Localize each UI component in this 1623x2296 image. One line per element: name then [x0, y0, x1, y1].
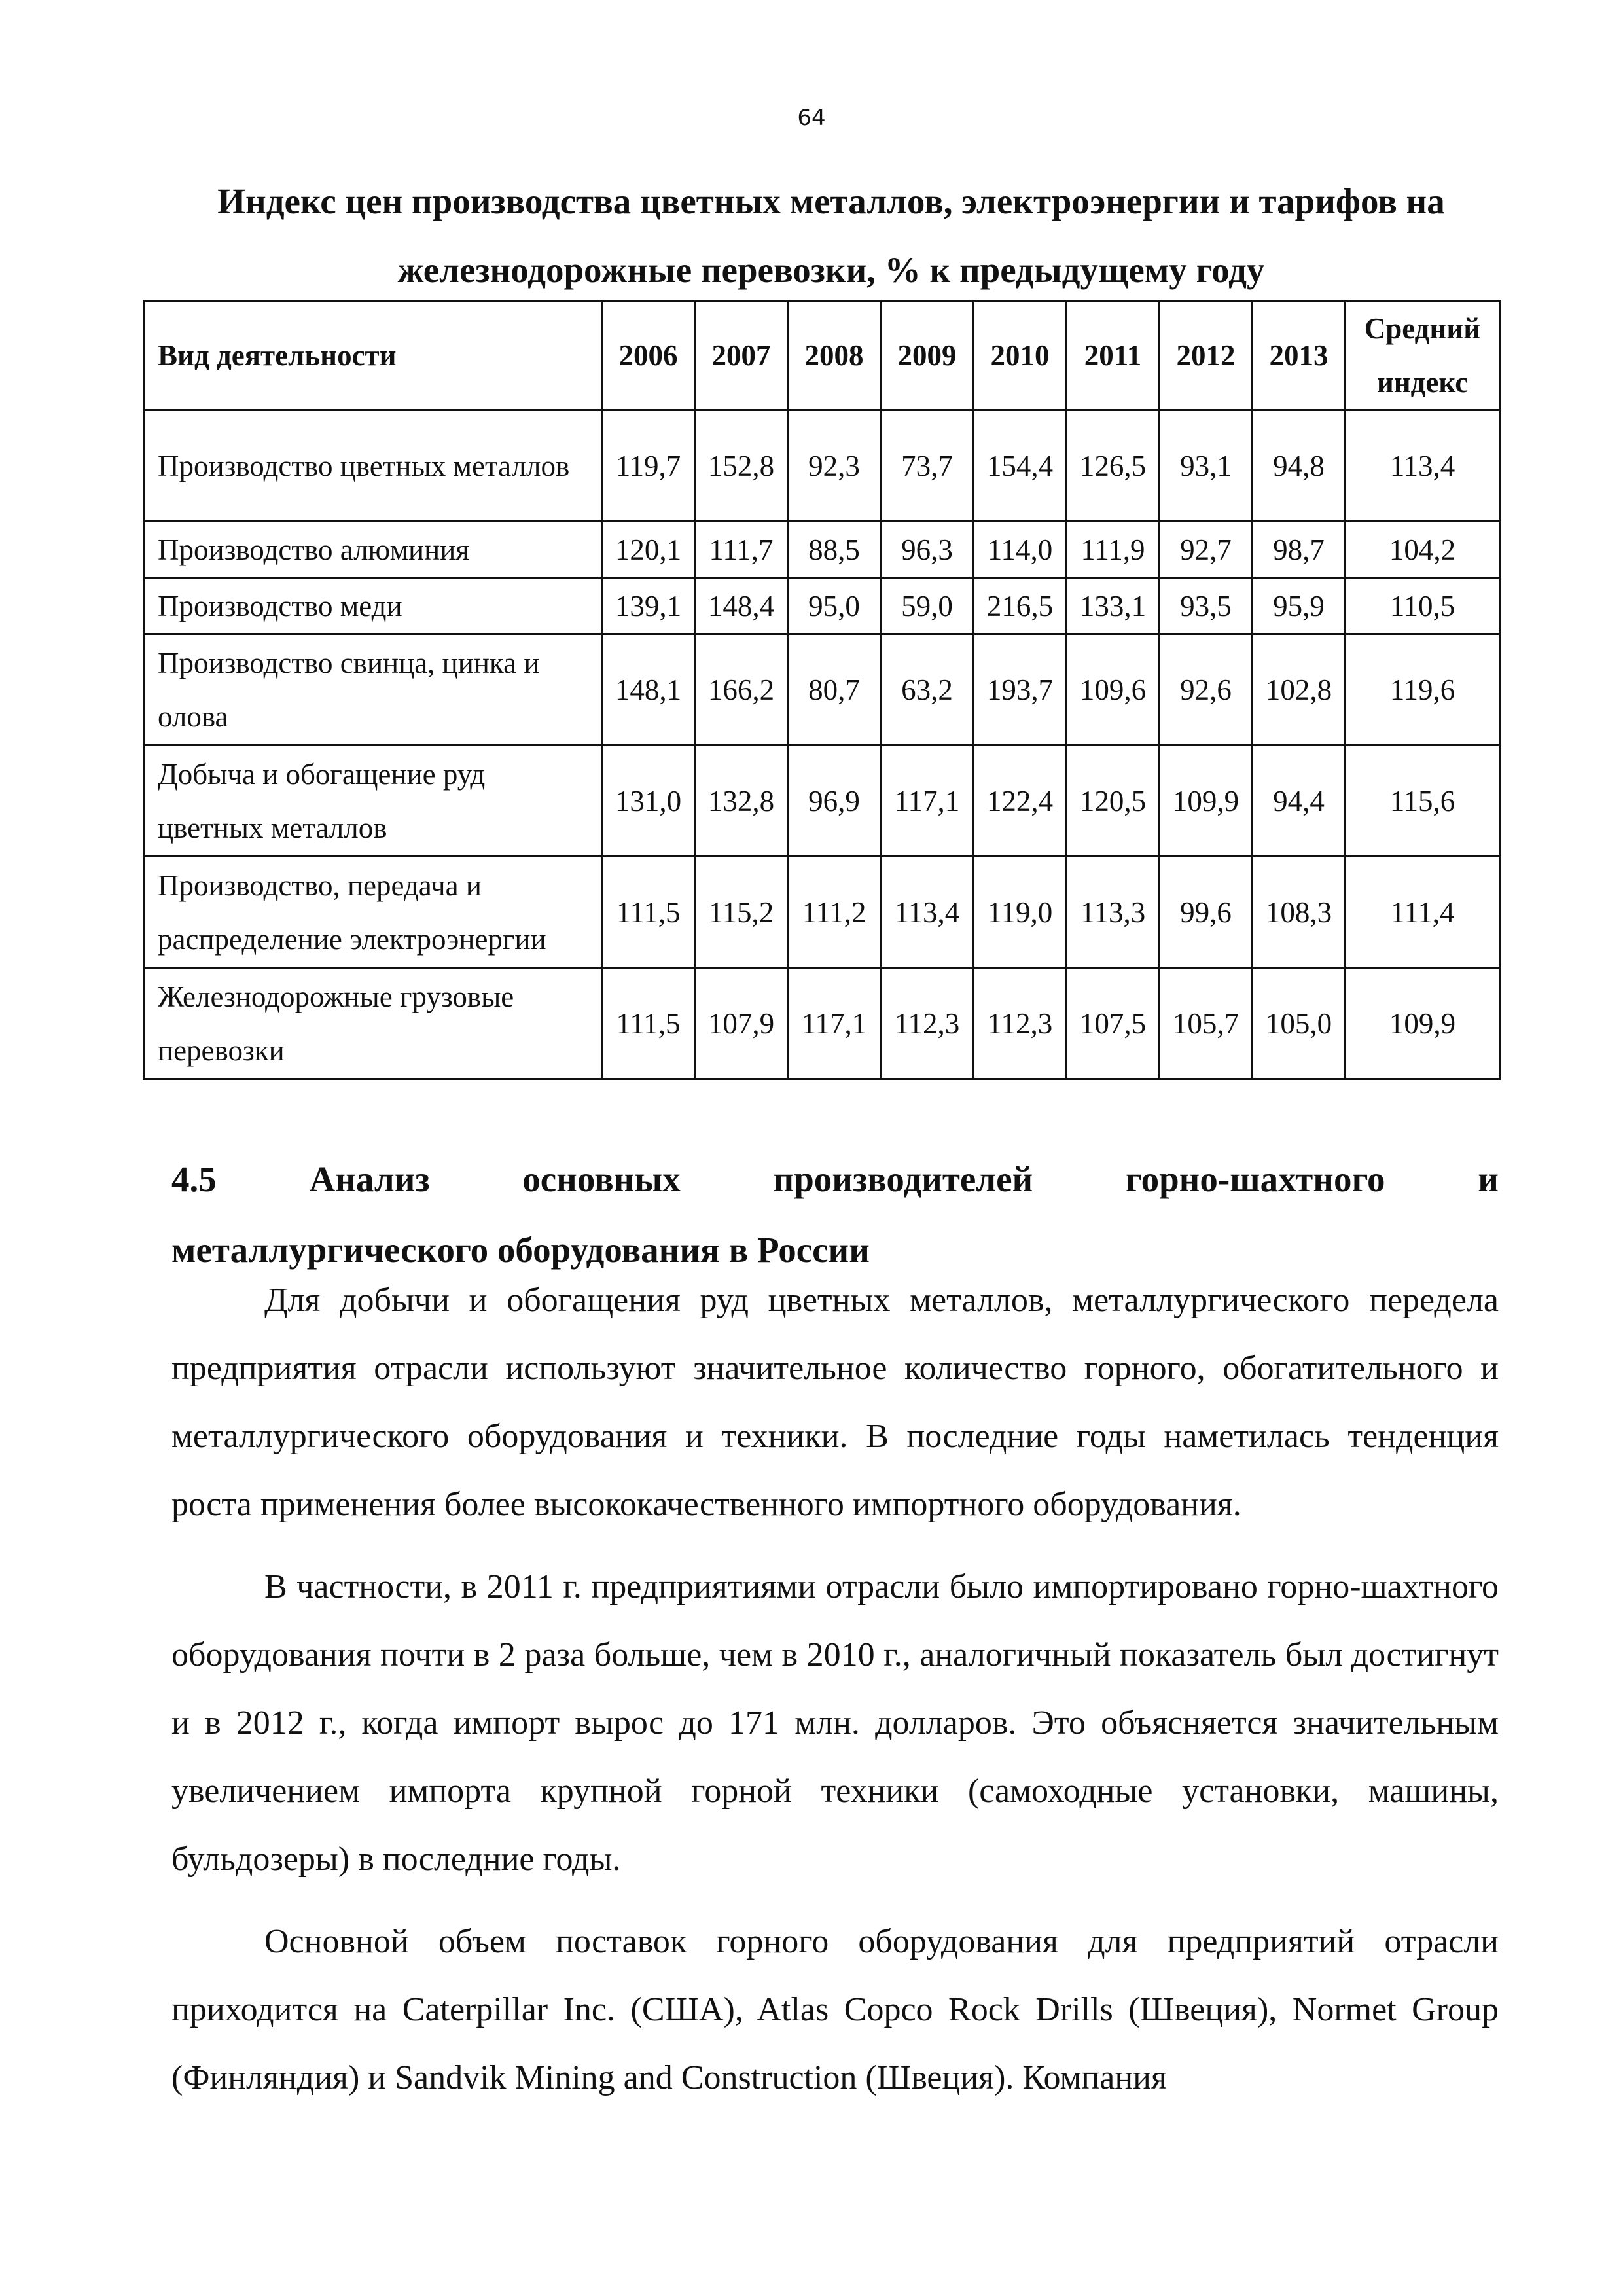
cell-value: 92,3 [788, 410, 881, 522]
cell-value: 193,7 [974, 634, 1067, 745]
section-number: 4.5 [171, 1159, 217, 1199]
paragraph: В частности, в 2011 г. предприятиями отрасли было импортировано горно-шахтного оборудования почти в 2 раза больше, чем в 2010 г., аналогичный показатель был достигнут и в 2012 г., когда импорт вырос до 171 млн. долларов. Это объясняется значительным увеличением импорта крупной горной техники (самоходные установки, машины, бульдозеры) в последние годы. [171, 1568, 1499, 1878]
cell-average: 104,2 [1346, 522, 1500, 578]
cell-value: 122,4 [974, 745, 1067, 857]
table-header-row [144, 301, 1500, 410]
table-row [144, 745, 1500, 857]
cell-value: 154,4 [974, 410, 1067, 522]
cell-average: 111,4 [1346, 857, 1500, 968]
table-row [144, 410, 1500, 522]
cell-average: 119,6 [1346, 634, 1500, 745]
section-title-word: основных [522, 1159, 681, 1199]
cell-value: 117,1 [881, 745, 974, 857]
header-2009: 2009 [881, 301, 974, 410]
cell-value: 96,9 [788, 745, 881, 857]
header-2012: 2012 [1160, 301, 1253, 410]
cell-value: 152,8 [695, 410, 788, 522]
cell-value: 133,1 [1067, 578, 1160, 634]
cell-value: 119,7 [602, 410, 695, 522]
row-activity: Производство алюминия [144, 522, 602, 578]
cell-value: 111,5 [602, 857, 695, 968]
row-activity: Производство цветных металлов [144, 410, 602, 522]
cell-average: 115,6 [1346, 745, 1500, 857]
row-activity: Железнодорожные грузовые перевозки [144, 968, 602, 1079]
section-heading-line-1 [171, 1144, 1499, 1215]
cell-value: 95,9 [1253, 578, 1346, 634]
cell-value: 105,7 [1160, 968, 1253, 1079]
cell-value: 112,3 [881, 968, 974, 1079]
table-row [144, 578, 1500, 634]
cell-value: 126,5 [1067, 410, 1160, 522]
cell-value: 117,1 [788, 968, 881, 1079]
cell-value: 96,3 [881, 522, 974, 578]
cell-average: 113,4 [1346, 410, 1500, 522]
cell-value: 93,1 [1160, 410, 1253, 522]
paragraph: Для добычи и обогащения руд цветных металлов, металлургического передела предприятия отрасли используют значительное количество горного, обогатительного и металлургического оборудования и техники. В последние годы наметилась тенденция роста применения более высококачественного импортного оборудования. [171, 1282, 1499, 1523]
header-2006: 2006 [602, 301, 695, 410]
section-title-word: Анализ [309, 1159, 430, 1199]
cell-value: 109,9 [1160, 745, 1253, 857]
section-title-word: и [1478, 1159, 1499, 1199]
table-row [144, 857, 1500, 968]
header-2008: 2008 [788, 301, 881, 410]
cell-value: 94,4 [1253, 745, 1346, 857]
cell-value: 113,4 [881, 857, 974, 968]
cell-value: 120,1 [602, 522, 695, 578]
cell-value: 166,2 [695, 634, 788, 745]
header-average: Средний индекс [1346, 301, 1500, 410]
cell-value: 105,0 [1253, 968, 1346, 1079]
cell-value: 109,6 [1067, 634, 1160, 745]
cell-value: 113,3 [1067, 857, 1160, 968]
cell-value: 80,7 [788, 634, 881, 745]
cell-value: 115,2 [695, 857, 788, 968]
cell-value: 98,7 [1253, 522, 1346, 578]
cell-value: 88,5 [788, 522, 881, 578]
cell-average: 109,9 [1346, 968, 1500, 1079]
section-title-word: производителей [773, 1159, 1033, 1199]
cell-value: 139,1 [602, 578, 695, 634]
cell-value: 148,1 [602, 634, 695, 745]
row-activity: Добыча и обогащение руд цветных металлов [144, 745, 602, 857]
cell-value: 107,9 [695, 968, 788, 1079]
cell-value: 93,5 [1160, 578, 1253, 634]
body-text [171, 1266, 1499, 2126]
header-2007: 2007 [695, 301, 788, 410]
cell-value: 73,7 [881, 410, 974, 522]
price-index-table [143, 300, 1501, 1080]
cell-value: 111,9 [1067, 522, 1160, 578]
cell-value: 59,0 [881, 578, 974, 634]
row-activity: Производство, передача и распределение электроэнергии [144, 857, 602, 968]
cell-value: 99,6 [1160, 857, 1253, 968]
cell-value: 119,0 [974, 857, 1067, 968]
cell-value: 95,0 [788, 578, 881, 634]
cell-value: 131,0 [602, 745, 695, 857]
paragraph: Основной объем поставок горного оборудования для предприятий отрасли приходится на Caterpillar Inc. (США), Atlas Copco Rock Drills (Швеция), Normet Group (Финляндия) и Sandvik Mining and Construction (Швеция). Компания [171, 1923, 1499, 2096]
header-2011: 2011 [1067, 301, 1160, 410]
table-row [144, 522, 1500, 578]
table-title-line-1: Индекс цен производства цветных металлов, электроэнергии и тарифов на [217, 181, 1445, 221]
section-heading-line-2: металлургического оборудования в России [171, 1230, 870, 1270]
page-number: 64 [797, 105, 826, 131]
cell-value: 107,5 [1067, 968, 1160, 1079]
header-2010: 2010 [974, 301, 1067, 410]
cell-value: 111,5 [602, 968, 695, 1079]
section-title-word: горно-шахтного [1125, 1159, 1385, 1199]
cell-value: 63,2 [881, 634, 974, 745]
cell-value: 112,3 [974, 968, 1067, 1079]
cell-value: 114,0 [974, 522, 1067, 578]
cell-value: 120,5 [1067, 745, 1160, 857]
cell-value: 216,5 [974, 578, 1067, 634]
cell-value: 94,8 [1253, 410, 1346, 522]
cell-value: 111,7 [695, 522, 788, 578]
cell-average: 110,5 [1346, 578, 1500, 634]
cell-value: 111,2 [788, 857, 881, 968]
header-2013: 2013 [1253, 301, 1346, 410]
cell-value: 102,8 [1253, 634, 1346, 745]
cell-value: 132,8 [695, 745, 788, 857]
section-heading [171, 1144, 1499, 1285]
cell-value: 92,7 [1160, 522, 1253, 578]
cell-value: 92,6 [1160, 634, 1253, 745]
cell-value: 108,3 [1253, 857, 1346, 968]
cell-value: 148,4 [695, 578, 788, 634]
row-activity: Производство меди [144, 578, 602, 634]
table-row [144, 968, 1500, 1079]
table-row [144, 634, 1500, 745]
table-title [131, 167, 1531, 304]
row-activity: Производство свинца, цинка и олова [144, 634, 602, 745]
table-title-line-2: железнодорожные перевозки, % к предыдущему году [397, 250, 1265, 290]
header-activity: Вид деятельности [144, 301, 602, 410]
